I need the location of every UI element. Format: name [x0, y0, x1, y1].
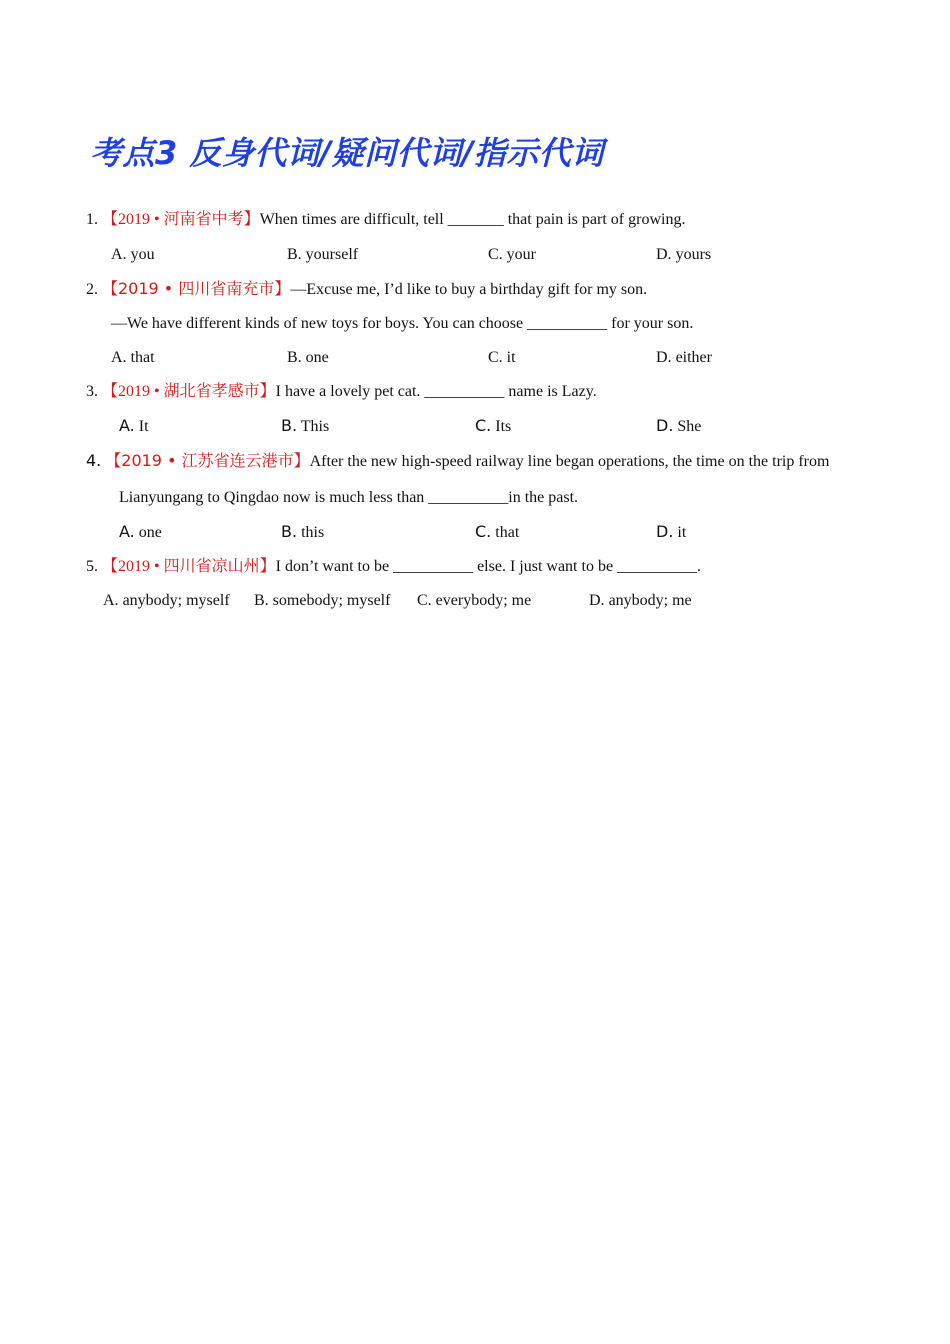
- option-d: D. either: [656, 349, 712, 366]
- question-number: 1.: [86, 211, 98, 228]
- option-c: C. your: [488, 246, 536, 263]
- option-b: B. one: [287, 349, 329, 366]
- question-2-continuation: —We have different kinds of new toys for boys. You can choose __________ for your son.: [111, 315, 694, 332]
- option-c: C. Its: [475, 416, 512, 435]
- question-source: 【2019 • 河南省中考】: [102, 211, 260, 228]
- question-source: 【2019 • 四川省凉山州】: [102, 558, 276, 575]
- question-source: 【2019 • 江苏省连云港市】: [105, 451, 310, 470]
- question-number: 3.: [86, 383, 98, 400]
- option-d: D. anybody; me: [589, 592, 692, 609]
- question-number: 4.: [86, 451, 102, 470]
- option-a: A. that: [111, 349, 155, 366]
- option-a: A. It: [119, 416, 149, 435]
- question-text: After the new high-speed railway line began operations, the time on the trip from: [309, 453, 830, 470]
- question-text: I don’t want to be __________ else. I just want to be __________.: [275, 558, 702, 575]
- option-c: C. that: [475, 522, 520, 541]
- page-title: 考点3 反身代词/疑问代词/指示代词: [90, 134, 604, 172]
- option-a: A. you: [111, 246, 155, 263]
- question-text: I have a lovely pet cat. __________ name is Lazy.: [275, 383, 597, 400]
- option-d: D. She: [656, 416, 702, 435]
- question-4-continuation: Lianyungang to Qingdao now is much less than __________in the past.: [119, 489, 579, 506]
- option-b: B. yourself: [287, 246, 359, 263]
- question-text: When times are difficult, tell _______ that pain is part of growing.: [259, 211, 686, 228]
- option-b: B. somebody; myself: [254, 592, 391, 609]
- question-source: 【2019 • 湖北省孝感市】: [102, 383, 276, 400]
- question-4: [86, 451, 829, 472]
- question-1: [86, 210, 685, 230]
- option-d: D. it: [656, 522, 687, 541]
- option-a: A. anybody; myself: [103, 592, 230, 609]
- question-number: 2.: [86, 281, 98, 298]
- option-a: A. one: [119, 522, 162, 541]
- question-source: 【2019 • 四川省南充市】: [102, 279, 291, 298]
- question-number: 5.: [86, 558, 98, 575]
- question-text: —Excuse me, I’d like to buy a birthday gift for my son.: [290, 281, 648, 298]
- question-3: [86, 382, 597, 402]
- option-c: C. it: [488, 349, 516, 366]
- option-c: C. everybody; me: [417, 592, 532, 609]
- option-d: D. yours: [656, 246, 712, 263]
- option-b: B. this: [281, 522, 325, 541]
- question-5: [86, 557, 701, 577]
- option-b: B. This: [281, 416, 330, 435]
- question-2: [86, 279, 647, 300]
